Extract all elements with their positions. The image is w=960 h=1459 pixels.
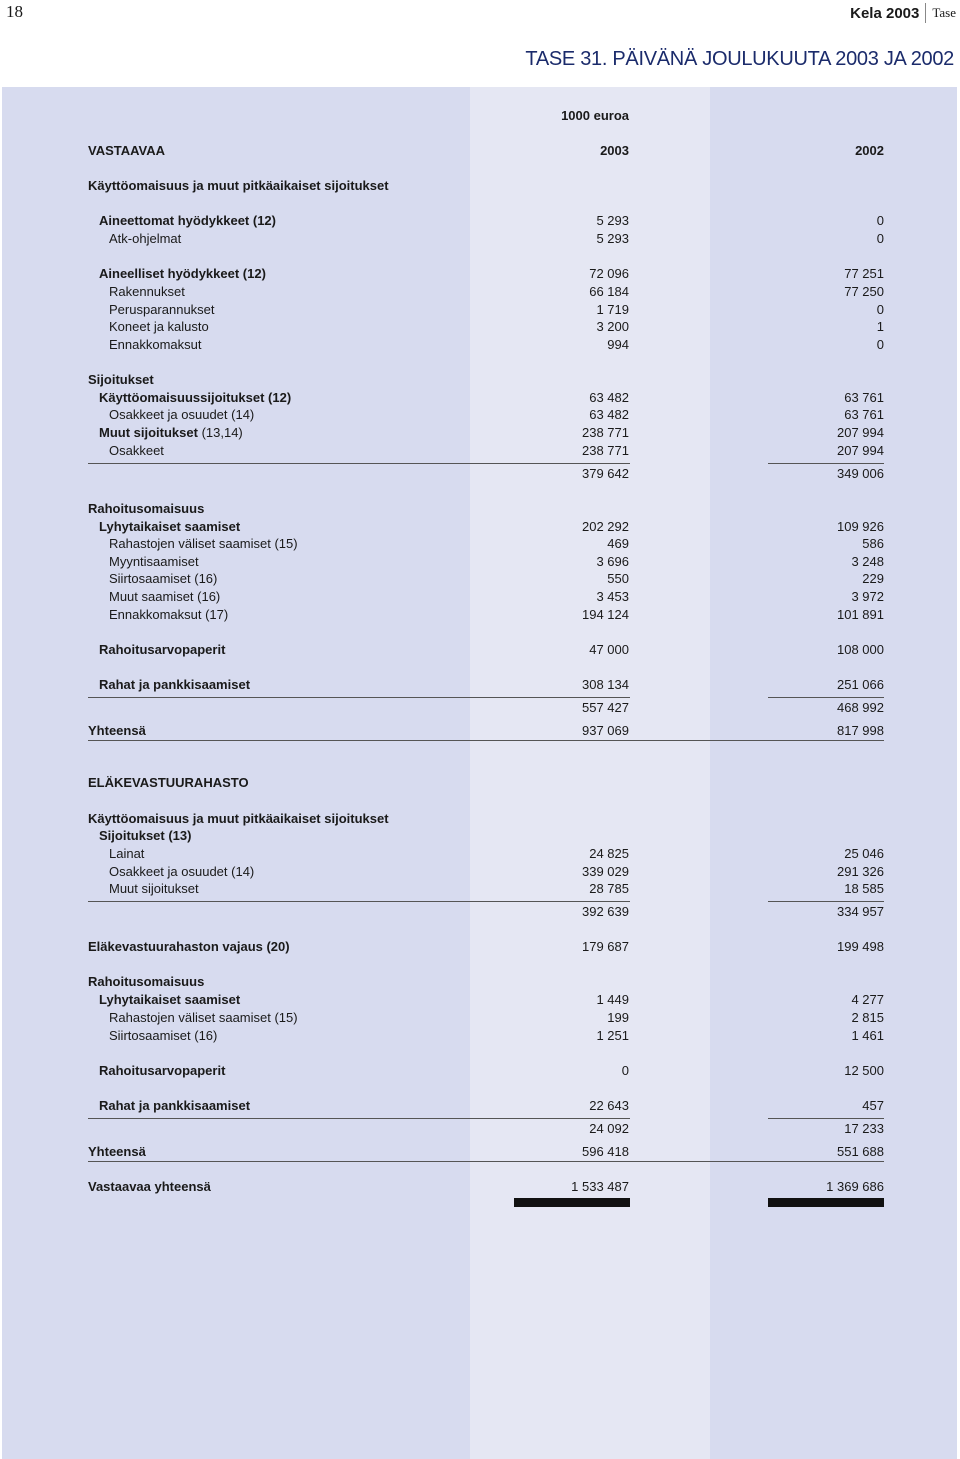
table-row — [88, 570, 884, 588]
row-label: Aineelliset hyödykkeet (12) — [99, 266, 266, 281]
value-2002: 586 — [862, 536, 884, 551]
row-label: Siirtosaamiset (16) — [109, 571, 218, 586]
table-row — [88, 722, 884, 740]
page-title: TASE 31. PÄIVÄNÄ JOULUKUUTA 2003 JA 2002 — [525, 48, 954, 70]
row-label: Käyttöomaisuus ja muut pitkäaikaiset sijoitukset — [88, 178, 389, 193]
value-2003: 5 293 — [596, 213, 629, 228]
value-2003: 63 482 — [589, 407, 629, 422]
row-label: Perusparannukset — [109, 302, 215, 317]
table-row — [88, 442, 884, 460]
table-row — [88, 606, 884, 624]
table-row — [88, 1062, 884, 1080]
underline-col1 — [88, 1118, 630, 1119]
table-row — [88, 265, 884, 283]
value-2003: 550 — [607, 571, 629, 586]
row-label — [99, 424, 243, 442]
value-2002: 63 761 — [844, 390, 884, 405]
underline-full — [88, 1161, 884, 1162]
table-row — [88, 283, 884, 301]
value-2002: 25 046 — [844, 846, 884, 861]
value-2002: 0 — [876, 231, 884, 246]
value-2002: 0 — [876, 302, 884, 317]
table-row — [88, 973, 884, 991]
page-number: 18 — [6, 2, 23, 21]
table-row — [88, 774, 884, 792]
row-label: Sijoitukset (13) — [99, 828, 192, 843]
row-label: Käyttöomaisuussijoitukset (12) — [99, 390, 292, 405]
row-label: Lyhytaikaiset saamiset — [99, 992, 241, 1007]
row-label: Muut saamiset (16) — [109, 589, 221, 604]
value-2003: 5 293 — [596, 231, 629, 246]
row-label: Käyttöomaisuus ja muut pitkäaikaiset sijoitukset — [88, 811, 389, 826]
underline-col1 — [88, 463, 630, 464]
underline-col2 — [768, 463, 884, 464]
table-row — [88, 845, 884, 863]
value-2002: 199 498 — [837, 939, 884, 954]
value-2003: 66 184 — [589, 284, 629, 299]
value-2002: 3 972 — [851, 589, 884, 604]
row-label: Rahat ja pankkisaamiset — [99, 677, 251, 692]
value-2002: 334 957 — [837, 904, 884, 919]
table-row — [88, 177, 884, 195]
row-label: Lyhytaikaiset saamiset — [99, 519, 241, 534]
value-2003: 1 533 487 — [571, 1179, 629, 1194]
value-2003: 596 418 — [582, 1144, 629, 1159]
value-2003: 557 427 — [582, 700, 629, 715]
table-row — [88, 553, 884, 571]
row-label: Yhteensä — [88, 723, 146, 738]
value-2002: 4 277 — [851, 992, 884, 1007]
value-2002: 817 998 — [837, 723, 884, 738]
table-row — [88, 318, 884, 336]
value-2003: 63 482 — [589, 390, 629, 405]
value-2003: 1 449 — [596, 992, 629, 1007]
table-row — [88, 212, 884, 230]
table-row — [88, 880, 884, 898]
table-row — [88, 1027, 884, 1045]
table-row — [88, 938, 884, 956]
table-row — [88, 676, 884, 694]
value-2003: 47 000 — [589, 642, 629, 657]
value-2002: 63 761 — [844, 407, 884, 422]
value-2002: 101 891 — [837, 607, 884, 622]
underline-full — [88, 740, 884, 741]
table-row — [88, 1120, 884, 1138]
value-2003: 308 134 — [582, 677, 629, 692]
value-2003: 469 — [607, 536, 629, 551]
underline-col2 — [768, 901, 884, 902]
table-row — [88, 389, 884, 407]
value-2002: 109 926 — [837, 519, 884, 534]
table-row — [88, 699, 884, 717]
value-2002: 0 — [876, 213, 884, 228]
row-label: Myyntisaamiset — [109, 554, 199, 569]
value-2002: 2002 — [855, 143, 884, 158]
table-row — [88, 1097, 884, 1115]
value-2002: 207 994 — [837, 443, 884, 458]
row-label: Rahoitusarvopaperit — [99, 642, 226, 657]
row-label: Osakkeet ja osuudet (14) — [109, 407, 255, 422]
table-row — [88, 1143, 884, 1161]
value-2003: 994 — [607, 337, 629, 352]
row-label-suffix: (13,14) — [197, 425, 243, 440]
table-row — [88, 465, 884, 483]
value-2002: 468 992 — [837, 700, 884, 715]
table-row — [88, 301, 884, 319]
row-label: Siirtosaamiset (16) — [109, 1028, 218, 1043]
value-2002: 551 688 — [837, 1144, 884, 1159]
table-row — [88, 406, 884, 424]
value-2002: 251 066 — [837, 677, 884, 692]
table-row — [88, 518, 884, 536]
value-2002: 457 — [862, 1098, 884, 1113]
table-row — [88, 588, 884, 606]
value-2003: 24 092 — [589, 1121, 629, 1136]
value-2003: 3 696 — [596, 554, 629, 569]
row-label: Aineettomat hyödykkeet (12) — [99, 213, 276, 228]
value-2003: 339 029 — [582, 864, 629, 879]
table-row — [88, 810, 884, 828]
value-2003: 194 124 — [582, 607, 629, 622]
value-2002: 291 326 — [837, 864, 884, 879]
value-2002: 77 250 — [844, 284, 884, 299]
row-label: Rahastojen väliset saamiset (15) — [109, 1010, 298, 1025]
value-2002: 17 233 — [844, 1121, 884, 1136]
row-label: Lainat — [109, 846, 145, 861]
total-bar-2003 — [514, 1198, 630, 1207]
table-row — [88, 991, 884, 1009]
value-2002: 3 248 — [851, 554, 884, 569]
unit-label-row — [88, 107, 884, 125]
value-2003: 199 — [607, 1010, 629, 1025]
row-label: Rahat ja pankkisaamiset — [99, 1098, 251, 1113]
value-2002: 1 461 — [851, 1028, 884, 1043]
value-2003: 238 771 — [582, 443, 629, 458]
underline-col2 — [768, 697, 884, 698]
value-2002: 2 815 — [851, 1010, 884, 1025]
row-label: Rahoitusomaisuus — [88, 501, 205, 516]
value-2003: 1 251 — [596, 1028, 629, 1043]
row-label: Rahoitusarvopaperit — [99, 1063, 226, 1078]
value-2003: 2003 — [600, 143, 629, 158]
table-row — [88, 903, 884, 921]
row-label: ELÄKEVASTUURAHASTO — [88, 775, 249, 790]
total-bar-2002 — [768, 1198, 884, 1207]
row-label: Rahoitusomaisuus — [88, 974, 205, 989]
row-label: Osakkeet — [109, 443, 164, 458]
table-row — [88, 424, 884, 442]
value-2002: 1 369 686 — [826, 1179, 884, 1194]
header-section: Tase — [932, 5, 956, 20]
row-label: Osakkeet ja osuudet (14) — [109, 864, 255, 879]
value-2003: 937 069 — [582, 723, 629, 738]
value-2002: 108 000 — [837, 642, 884, 657]
row-label: Sijoitukset — [88, 372, 154, 387]
table-row — [88, 535, 884, 553]
value-2002: 349 006 — [837, 466, 884, 481]
value-2002: 77 251 — [844, 266, 884, 281]
row-label: VASTAAVAA — [88, 143, 166, 158]
value-2002: 1 — [876, 319, 884, 334]
table-row — [88, 641, 884, 659]
value-2003: 1 719 — [596, 302, 629, 317]
value-2003: 392 639 — [582, 904, 629, 919]
row-label: Koneet ja kalusto — [109, 319, 209, 334]
value-2003: 202 292 — [582, 519, 629, 534]
table-row — [88, 863, 884, 881]
row-label: Ennakkomaksut — [109, 337, 202, 352]
value-2003: 28 785 — [589, 881, 629, 896]
value-2002: 0 — [876, 337, 884, 352]
underline-col1 — [88, 697, 630, 698]
value-2003: 379 642 — [582, 466, 629, 481]
value-2003: 24 825 — [589, 846, 629, 861]
row-label: Atk-ohjelmat — [109, 231, 182, 246]
unit-label: 1000 euroa — [561, 108, 629, 123]
value-2002: 207 994 — [837, 425, 884, 440]
table-row — [88, 500, 884, 518]
table-row — [88, 1009, 884, 1027]
row-label: Yhteensä — [88, 1144, 146, 1159]
value-2003: 0 — [621, 1063, 629, 1078]
row-label: Muut sijoitukset — [109, 881, 199, 896]
value-2003: 179 687 — [582, 939, 629, 954]
table-row — [88, 1178, 884, 1196]
underline-col1 — [88, 901, 630, 902]
table-row — [88, 230, 884, 248]
value-2002: 18 585 — [844, 881, 884, 896]
row-label: Vastaavaa yhteensä — [88, 1179, 211, 1194]
running-header — [850, 3, 956, 23]
row-label: Eläkevastuurahaston vajaus (20) — [88, 939, 290, 954]
value-2003: 238 771 — [582, 425, 629, 440]
header-divider — [925, 3, 926, 23]
row-label: Rahastojen väliset saamiset (15) — [109, 536, 298, 551]
table-row — [88, 827, 884, 845]
value-2003: 3 453 — [596, 589, 629, 604]
header-brand: Kela 2003 — [850, 4, 920, 22]
value-2003: 22 643 — [589, 1098, 629, 1113]
value-2002: 229 — [862, 571, 884, 586]
table-row — [88, 142, 884, 160]
row-label-main: Muut sijoitukset — [99, 425, 198, 440]
value-2002: 12 500 — [844, 1063, 884, 1078]
table-row — [88, 371, 884, 389]
row-label: Ennakkomaksut (17) — [109, 607, 229, 622]
row-label: Rakennukset — [109, 284, 185, 299]
underline-col2 — [768, 1118, 884, 1119]
table-row — [88, 336, 884, 354]
value-2003: 72 096 — [589, 266, 629, 281]
value-2003: 3 200 — [596, 319, 629, 334]
